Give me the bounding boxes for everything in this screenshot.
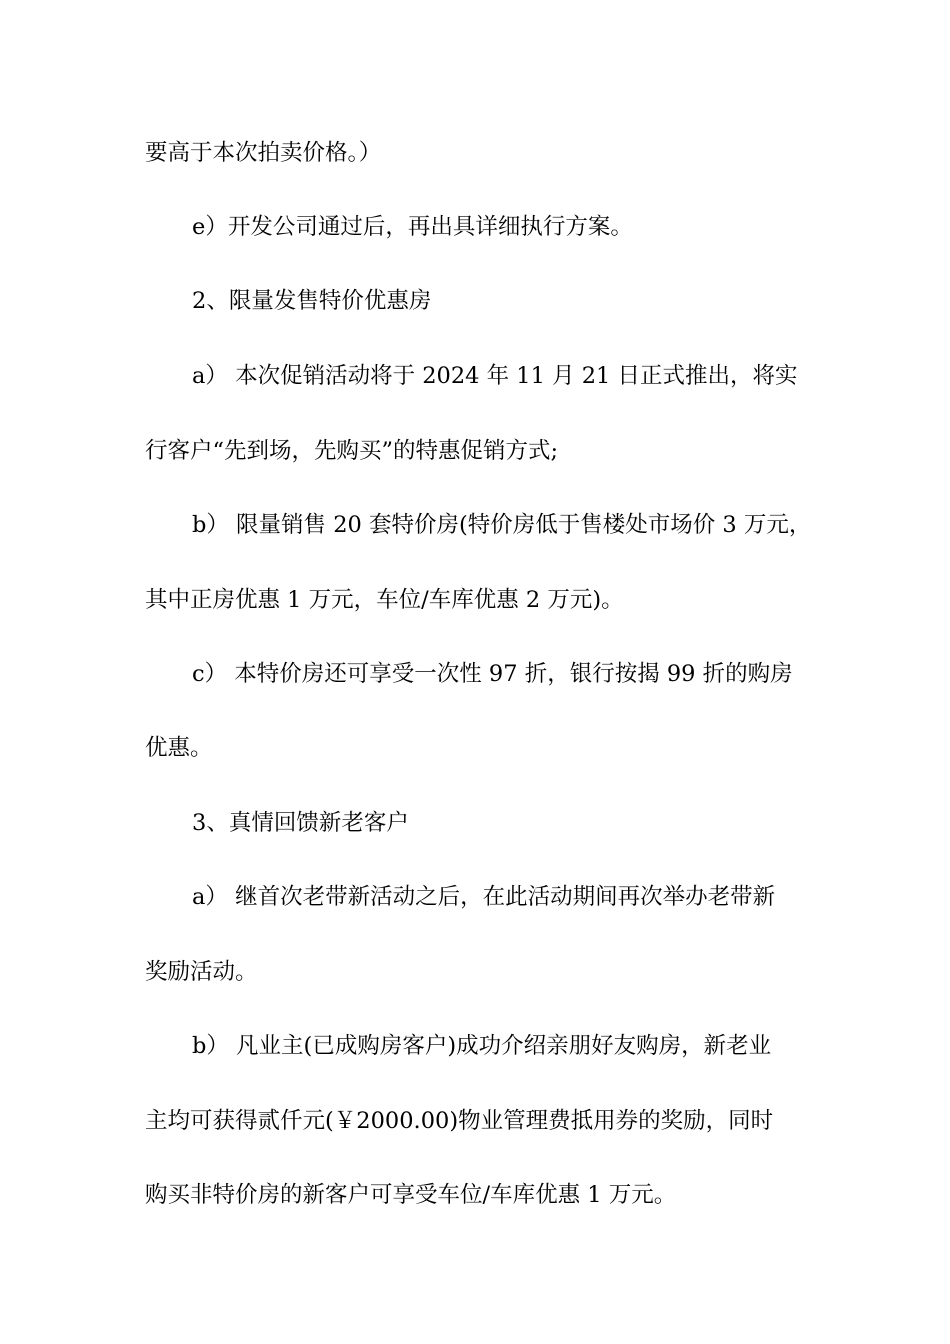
text-line-7: 其中正房优惠 1 万元，车位/车库优惠 2 万元)。 xyxy=(145,587,624,613)
text-line-12: 奖励活动。 xyxy=(145,959,258,985)
text-line-10: 3、真情回馈新老客户 xyxy=(192,810,409,836)
text-line-9: 优惠。 xyxy=(145,735,213,761)
text-line-3: 2、限量发售特价优惠房 xyxy=(192,288,432,314)
text-line-14: 主均可获得贰仟元(￥2000.00)物业管理费抵用券的奖励，同时 xyxy=(145,1108,774,1134)
text-line-13: b） 凡业主(已成购房客户)成功介绍亲朋好友购房，新老业 xyxy=(192,1033,772,1059)
text-line-15: 购买非特价房的新客户可享受车位/车库优惠 1 万元。 xyxy=(145,1182,677,1208)
text-line-2: e）开发公司通过后，再出具详细执行方案。 xyxy=(192,214,633,240)
text-line-11: a） 继首次老带新活动之后，在此活动期间再次举办老带新 xyxy=(192,884,776,910)
text-line-4: a） 本次促销活动将于 2024 年 11 月 21 日正式推出，将实 xyxy=(192,363,798,389)
text-line-5: 行客户“先到场，先购买”的特惠促销方式; xyxy=(145,438,559,464)
text-line-6: b） 限量销售 20 套特价房(特价房低于售楼处市场价 3 万元， xyxy=(192,512,812,538)
text-line-1: 要高于本次拍卖价格。） xyxy=(145,140,382,166)
text-line-8: c） 本特价房还可享受一次性 97 折，银行按揭 99 折的购房 xyxy=(192,661,793,687)
